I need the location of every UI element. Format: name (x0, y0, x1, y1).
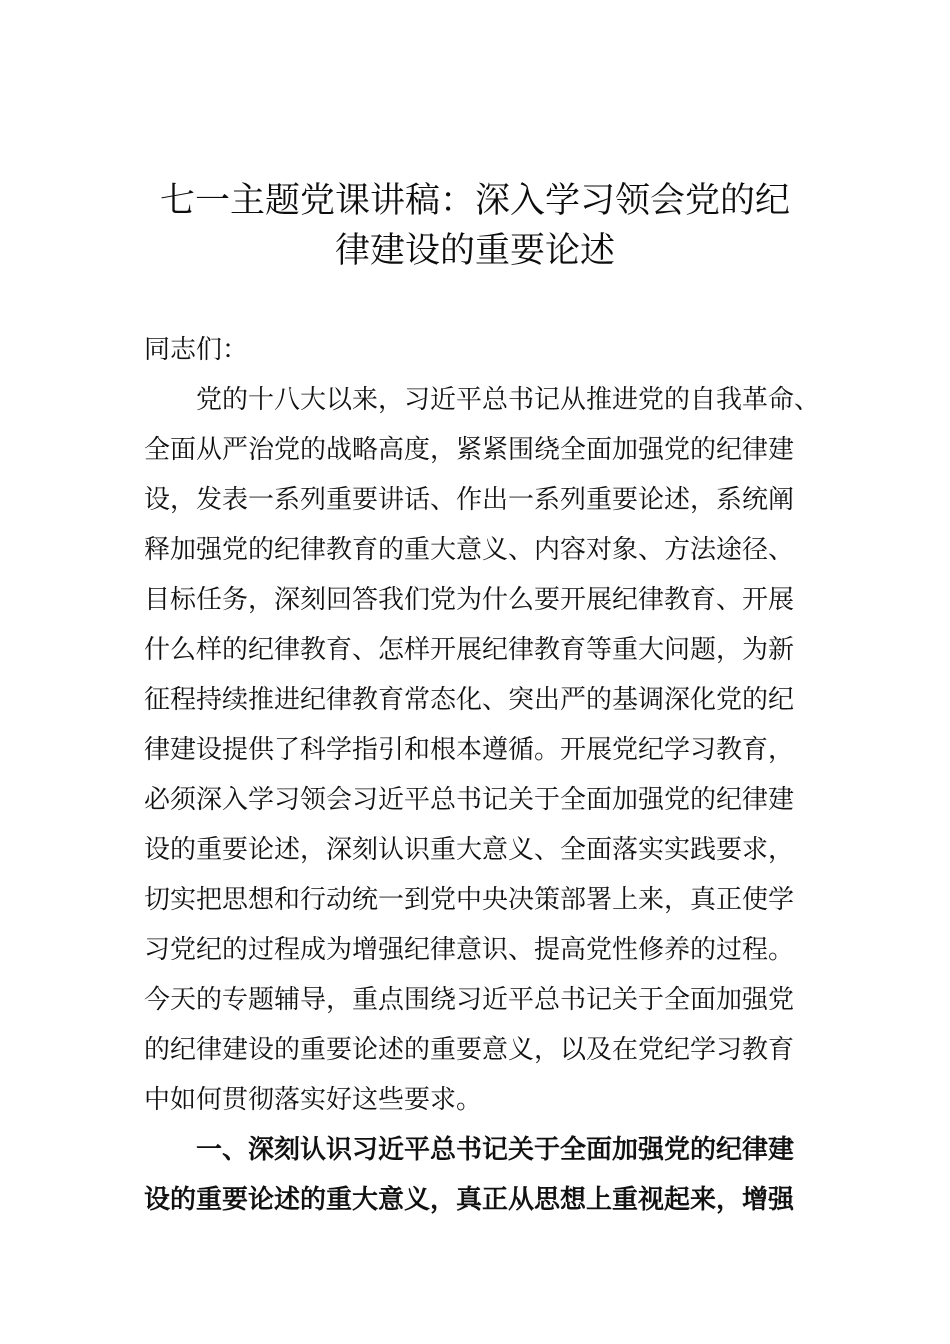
document-title-line-1: 七一主题党课讲稿：深入学习领会党的纪 (159, 181, 790, 221)
paragraph-1-line: 中如何贯彻落实好这些要求。 (144, 1085, 483, 1115)
paragraph-1-line: 全面从严治党的战略高度，紧紧围绕全面加强党的纪律建 (144, 435, 795, 465)
paragraph-1-line: 今天的专题辅导，重点围绕习近平总书记关于全面加强党 (144, 985, 795, 1015)
paragraph-1-line: 什么样的纪律教育、怎样开展纪律教育等重大问题，为新 (144, 635, 795, 665)
paragraph-1-line: 释加强党的纪律教育的重大意义、内容对象、方法途径、 (144, 535, 795, 565)
paragraph-1-line: 习党纪的过程成为增强纪律意识、提高党性修养的过程。 (144, 935, 795, 965)
paragraph-1-line: 的纪律建设的重要论述的重要意义，以及在党纪学习教育 (144, 1035, 795, 1065)
paragraph-1-line: 设，发表一系列重要讲话、作出一系列重要论述，系统阐 (144, 485, 795, 515)
paragraph-1-line: 律建设提供了科学指引和根本遵循。开展党纪学习教育， (144, 735, 795, 765)
paragraph-1-line: 必须深入学习领会习近平总书记关于全面加强党的纪律建 (144, 785, 795, 815)
paragraph-1-line: 目标任务，深刻回答我们党为什么要开展纪律教育、开展 (144, 585, 795, 615)
paragraph-1-line: 设的重要论述，深刻认识重大意义、全面落实实践要求， (144, 835, 795, 865)
paragraph-1-line: 党的十八大以来，习近平总书记从推进党的自我革命、 (196, 385, 821, 415)
section-heading-1-line: 设的重要论述的重大意义，真正从思想上重视起来，增强 (144, 1185, 795, 1215)
salutation: 同志们： (144, 335, 249, 365)
paragraph-1-line: 征程持续推进纪律教育常态化、突出严的基调深化党的纪 (144, 685, 795, 715)
section-heading-1-line: 一、深刻认识习近平总书记关于全面加强党的纪律建 (196, 1135, 795, 1165)
document-title-line-2: 律建设的重要论述 (334, 231, 615, 271)
paragraph-1-line: 切实把思想和行动统一到党中央决策部署上来，真正使学 (144, 885, 795, 915)
